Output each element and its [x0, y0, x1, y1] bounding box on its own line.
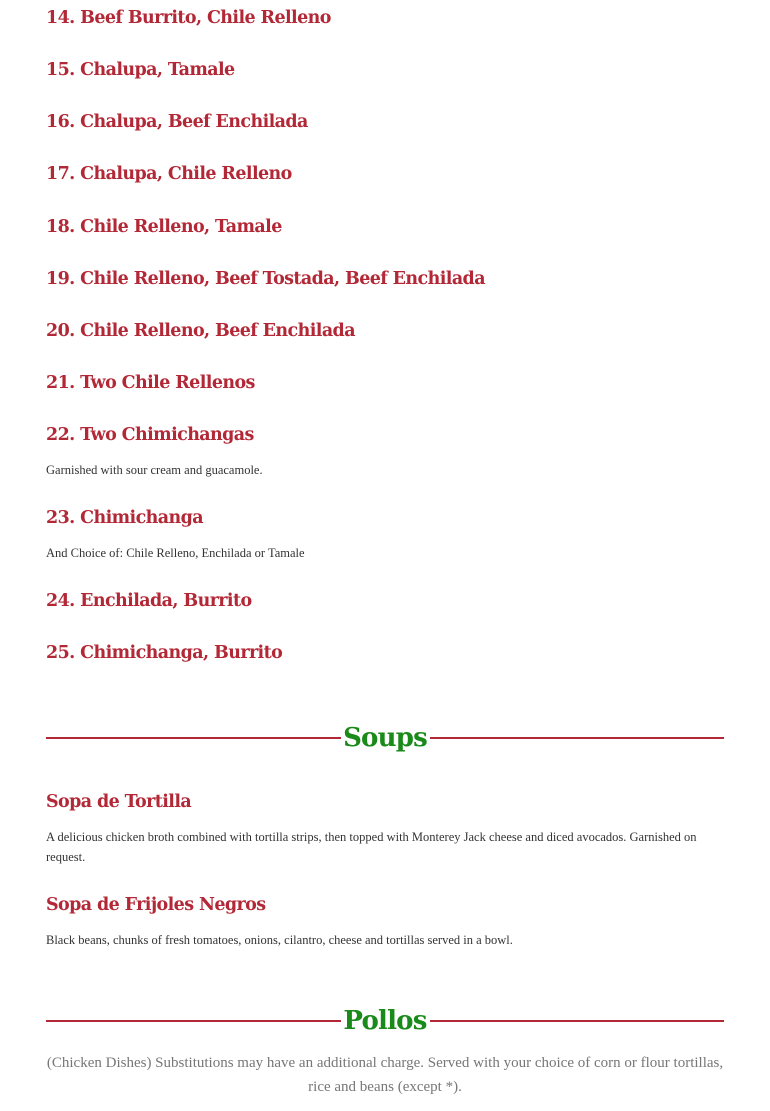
menu-item: [46, 894, 724, 950]
menu-item-title: 19. Chile Relleno, Beef Tostada, Beef Enchilada: [46, 269, 485, 289]
section-title: Soups: [343, 723, 427, 753]
menu-item: [46, 507, 305, 563]
menu-item-title: 15. Chalupa, Tamale: [46, 60, 235, 80]
menu-item: [46, 163, 292, 185]
menu-item: [46, 7, 331, 29]
menu-item: [46, 216, 282, 238]
menu-item-description: And Choice of: Chile Relleno, Enchilada or Tamale: [46, 546, 305, 560]
menu-item: [46, 590, 252, 612]
menu-item-description: Garnished with sour cream and guacamole.: [46, 463, 263, 477]
menu-item: [46, 111, 308, 133]
menu-item: [46, 320, 355, 342]
menu-item: [46, 59, 235, 81]
menu-item-title: Sopa de Frijoles Negros: [46, 895, 266, 915]
section-note: (Chicken Dishes) Substitutions may have an additional charge. Served with your choice of corn or flour tortillas, rice and beans (except *).: [46, 1055, 724, 1095]
section-heading-soups: [46, 720, 724, 756]
menu-item-title: 22. Two Chimichangas: [46, 425, 254, 445]
menu-item-title: 16. Chalupa, Beef Enchilada: [46, 112, 308, 132]
menu-item-title: Sopa de Tortilla: [46, 792, 192, 812]
menu-item-description: A delicious chicken broth combined with tortilla strips, then topped with Monterey Jack cheese and diced avocados. Garnished on request.: [46, 830, 697, 864]
menu-item-title: 20. Chile Relleno, Beef Enchilada: [46, 321, 355, 341]
menu-item-title: 17. Chalupa, Chile Relleno: [46, 164, 292, 184]
section-title: Pollos: [343, 1006, 427, 1036]
menu-item: [46, 372, 255, 394]
menu-item-title: 14. Beef Burrito, Chile Relleno: [46, 8, 331, 28]
menu-item-title: 21. Two Chile Rellenos: [46, 373, 255, 393]
menu-item-title: 18. Chile Relleno, Tamale: [46, 217, 282, 237]
menu-item: [46, 268, 485, 290]
menu-item-description: Black beans, chunks of fresh tomatoes, onions, cilantro, cheese and tortillas served in a bowl.: [46, 933, 513, 947]
menu-item-title: 25. Chimichanga, Burrito: [46, 643, 283, 663]
menu-item-title: 23. Chimichanga: [46, 508, 204, 528]
menu-item-title: 24. Enchilada, Burrito: [46, 591, 252, 611]
menu-item: [46, 424, 263, 480]
menu-item: [46, 791, 724, 867]
menu-item: [46, 642, 282, 664]
section-heading-pollos: [46, 1003, 724, 1039]
